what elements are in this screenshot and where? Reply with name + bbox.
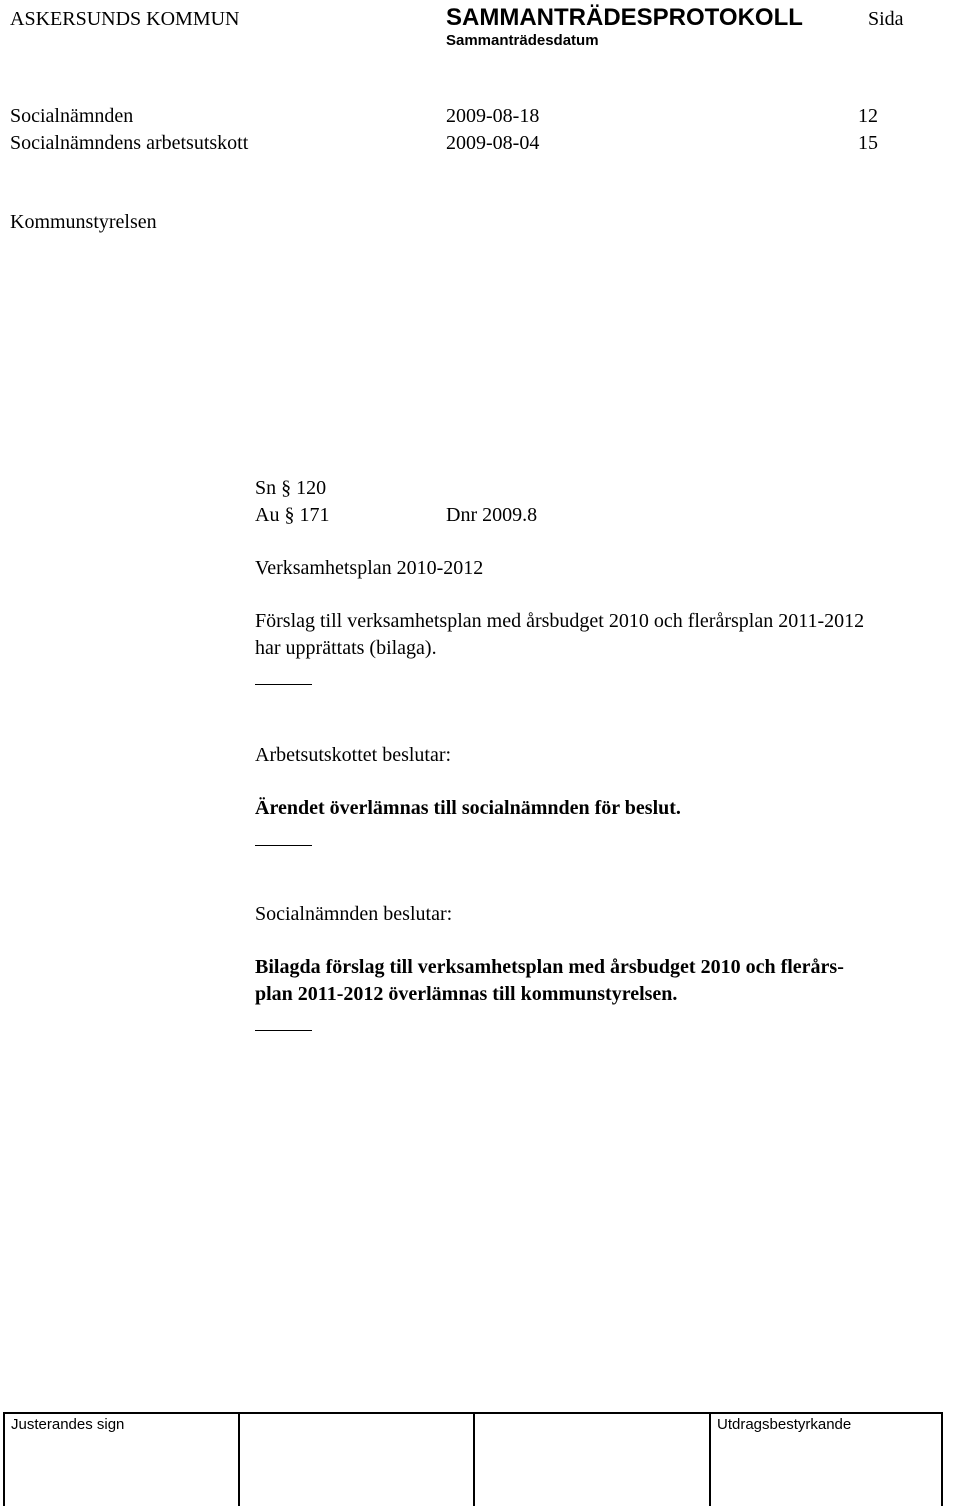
meeting-date: 2009-08-18 <box>446 105 540 127</box>
section-divider <box>255 1030 312 1031</box>
meeting-date-label: Sammanträdesdatum <box>446 32 599 49</box>
case-title: Verksamhetsplan 2010-2012 <box>255 557 484 579</box>
section-divider <box>255 684 312 685</box>
meeting-body: Socialnämndens arbetsutskott <box>10 132 249 154</box>
signature-column-divider <box>473 1414 475 1506</box>
page-label: Sida <box>868 8 904 30</box>
meeting-page: 15 <box>858 132 878 154</box>
au-decision-text: Ärendet överlämnas till socialnämnden för beslut. <box>255 797 681 819</box>
justerandes-sign-label: Justerandes sign <box>11 1416 125 1433</box>
signature-box <box>3 1412 943 1506</box>
case-body-line: har upprättats (bilaga). <box>255 637 437 659</box>
sn-decision-heading: Socialnämnden beslutar: <box>255 903 453 925</box>
sn-decision-text: Bilagda förslag till verksamhetsplan med årsbudget 2010 och flerårs- <box>255 956 844 978</box>
sn-paragraph-ref: Sn § 120 <box>255 477 327 499</box>
sn-decision-text: plan 2011-2012 överlämnas till kommunstyrelsen. <box>255 983 678 1005</box>
case-body-line: Förslag till verksamhetsplan med årsbudget 2010 och flerårsplan 2011-2012 <box>255 610 865 632</box>
section-divider <box>255 845 312 846</box>
meeting-date: 2009-08-04 <box>446 132 540 154</box>
au-paragraph-ref: Au § 171 <box>255 504 330 526</box>
diary-number: Dnr 2009.8 <box>446 504 538 526</box>
au-decision-heading: Arbetsutskottet beslutar: <box>255 744 452 766</box>
meeting-body: Socialnämnden <box>10 105 134 127</box>
signature-column-divider <box>709 1414 711 1506</box>
signature-column-divider <box>238 1414 240 1506</box>
recipient: Kommunstyrelsen <box>10 211 157 233</box>
meeting-page: 12 <box>858 105 878 127</box>
document-type: SAMMANTRÄDESPROTOKOLL <box>446 4 803 31</box>
municipality-name: ASKERSUNDS KOMMUN <box>10 8 240 30</box>
utdragsbestyrkande-label: Utdragsbestyrkande <box>717 1416 852 1433</box>
